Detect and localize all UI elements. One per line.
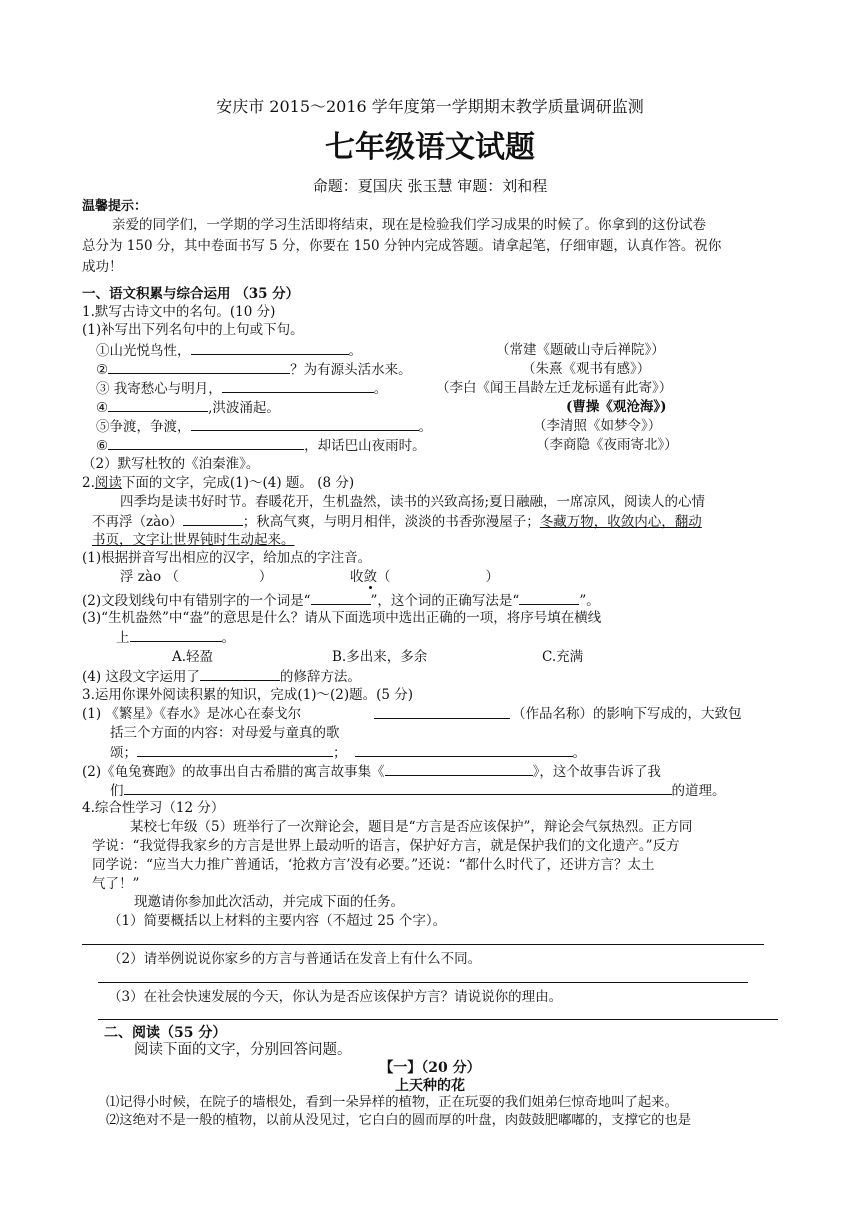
q2-passage-line-3: 书页，文字让世界钝时生动起来。 (92, 532, 295, 548)
answer-blank[interactable] (222, 379, 374, 393)
q4-material-line-2: 学说：“我觉得我家乡的方言是世界上最动听的语言，保护好方言，就是保护我们的文化遗产。”反方 (92, 838, 680, 854)
q4-title: 4.综合性学习（12 分） (82, 800, 225, 816)
answer-blank[interactable] (183, 512, 243, 526)
poem-item-5: ⑤争渡，争渡， 。 (96, 419, 432, 435)
answer-line[interactable] (98, 982, 748, 983)
q2-part1-fill-b: 收敛（ ） (350, 569, 499, 585)
answer-blank[interactable] (124, 781, 672, 795)
q4-task-2: （2）请举例说说你家乡的方言与普通话在发音上有什么不同。 (108, 951, 482, 967)
exam-subtitle: 安庆市 2015～2016 学年度第一学期期末教学质量调研监测 (216, 97, 644, 116)
option-c: C.充满 (542, 649, 584, 665)
poem-item-3: ③ 我寄愁心与明月， 。 (96, 381, 388, 397)
tip-line-2: 总分为 150 分，其中卷面书写 5 分，你要在 150 分钟内完成答题。请拿起笔，仔细审题，认真作答。祝你 (82, 238, 722, 254)
essay-paragraph-2: ⑵这绝对不是一般的植物，以前从没见过，它白白的圆而厚的叶盘，肉鼓鼓肥嘟嘟的，支撑它的也是 (106, 1113, 692, 1128)
q1-sub2: （2）默写杜牧的《泊秦淮》。 (82, 456, 260, 472)
q2-part3-blank-line: 上 。 (116, 630, 235, 646)
essay-title: 上天种的花 (395, 1078, 465, 1094)
poem-source-4: (曹操《观沧海》) (566, 399, 667, 415)
q2-passage-line-1: 四季均是读书好时节。春暖花开，生机盎然，读书的兴致高扬;夏日融融，一席凉风，阅读人的心情 (120, 494, 706, 510)
reading-part-heading: 【一】（20 分） (379, 1060, 481, 1076)
q3-part1-b: （作品名称）的影响下写成的，大致包 (512, 706, 742, 722)
q3-part2-a: (2)《龟兔赛跑》的故事出自古希腊的寓言故事集《 》，这个故事告诉了我 (82, 764, 661, 780)
poem-item-1: ①山光悦鸟性， 。 (96, 343, 362, 359)
poem-source-6: （李商隐《夜雨寄北》） (536, 437, 678, 453)
answer-blank[interactable] (374, 705, 510, 719)
poem-item-2: ② ？为有源头活水来。 (96, 362, 412, 378)
q1-title: 1.默写古诗文中的名句。(10 分) (82, 304, 276, 320)
q2-part3: (3)“生机盎然”中“盎”的意思是什么？请从下面选项中选出正确的一项，将序号填在横线 (82, 610, 602, 626)
section2-intro: 阅读下面的文字，分别回答问题。 (134, 1042, 352, 1058)
answer-blank[interactable] (130, 628, 222, 642)
q2-part4: (4) 这段文字运用了 的修辞方法。 (82, 669, 361, 685)
essay-paragraph-1: ⑴记得小时候，在院子的墙根处，看到一朵异样的植物，正在玩耍的我们姐弟仨惊奇地叫了起来。 (106, 1095, 678, 1110)
answer-line[interactable] (82, 944, 764, 945)
q2-part1: (1)根据拼音写出相应的汉字，给加点的字注音。 (82, 550, 372, 566)
answer-blank[interactable] (191, 417, 419, 431)
answer-line[interactable] (98, 1019, 778, 1020)
tip-line-1: 亲爱的同学们，一学期的学习生活即将结束，现在是检验我们学习成果的时候了。你拿到的这份试卷 (112, 217, 706, 233)
poem-source-2: （朱熹《观书有感》） (522, 361, 651, 377)
tip-label: 温馨提示： (82, 199, 148, 214)
tip-line-3: 成功！ (82, 259, 123, 275)
section1-heading: 一、语文积累与综合运用 （35 分） (82, 286, 300, 302)
q3-part2-b: 们 的道理。 (110, 783, 726, 799)
poem-source-3: （李白《闻王昌龄左迁龙标遥有此寄》） (436, 380, 673, 396)
q3-title: 3.运用你课外阅读积累的知识，完成(1)～(2)题。(5 分) (82, 687, 414, 703)
answer-blank[interactable] (311, 591, 371, 605)
poem-item-6: ⑥ ，却话巴山夜雨时。 (96, 438, 426, 454)
q4-material-line-4: 气了！” (92, 876, 140, 892)
option-b: B.多出来，多余 (332, 649, 428, 665)
q3-part1-d: 颂； ； 。 (110, 745, 586, 761)
section2-heading: 二、阅读（55 分） (104, 1025, 227, 1041)
poem-source-1: （常建《题破山寺后禅院》） (496, 342, 665, 358)
poem-item-4: ④ ,洪波涌起。 (96, 400, 280, 416)
q2-title: 2.阅读下面的文字，完成(1)～(4) 题。 (8 分) (82, 475, 355, 491)
q3-part1-a: (1) 《繁星》《春水》是冰心在泰戈尔 (82, 706, 302, 722)
q4-task-1: （1）简要概括以上材料的主要内容（不超过 25 个字）。 (108, 913, 447, 929)
q1-sub1: (1)补写出下列名句中的上句或下句。 (82, 322, 304, 338)
answer-blank[interactable] (137, 743, 333, 757)
answer-blank[interactable] (108, 360, 290, 374)
answer-blank[interactable] (385, 762, 533, 776)
q2-part2: (2)文段划线句中有错别字的一个词是“ ”，这个词的正确写法是“ ”。 (82, 593, 600, 609)
q4-material-line-1: 某校七年级（5）班举行了一次辩论会，题目是“方言是否应该保护”，辩论会气氛热烈。正方同 (130, 819, 693, 835)
q3-part1-c: 括三个方面的内容：对母爱与童真的歌 (110, 725, 340, 741)
q2-part1-fill-a: 浮 zào （ ） (120, 569, 273, 585)
poem-source-5: （李清照《如梦令》） (533, 418, 662, 434)
answer-blank[interactable] (519, 591, 579, 605)
exam-title: 七年级语文试题 (325, 130, 535, 165)
answer-blank[interactable] (191, 341, 349, 355)
option-a: A.轻盈 (172, 649, 214, 665)
q4-invite: 现邀请你参加此次活动，并完成下面的任务。 (134, 894, 404, 910)
q4-material-line-3: 同学说：“应当大力推广普通话，‘抢救方言’没有必要。”还说：“都什么时代了，还讲方言？太土 (92, 857, 655, 873)
q4-task-3: （3）在社会快速发展的今天，你认为是否应该保护方言？请说说你的理由。 (108, 989, 563, 1005)
answer-blank[interactable] (108, 398, 208, 412)
answer-blank[interactable] (200, 667, 280, 681)
answer-blank[interactable] (108, 436, 304, 450)
exam-authors: 命题：夏国庆 张玉慧 审题：刘和程 (312, 177, 548, 195)
q2-passage-line-2: 不再浮（zào） ；秋高气爽，与明月相伴，淡淡的书香弥漫屋子；冬藏万物，收敛内心，翻动 (92, 514, 702, 530)
answer-blank[interactable] (355, 743, 573, 757)
